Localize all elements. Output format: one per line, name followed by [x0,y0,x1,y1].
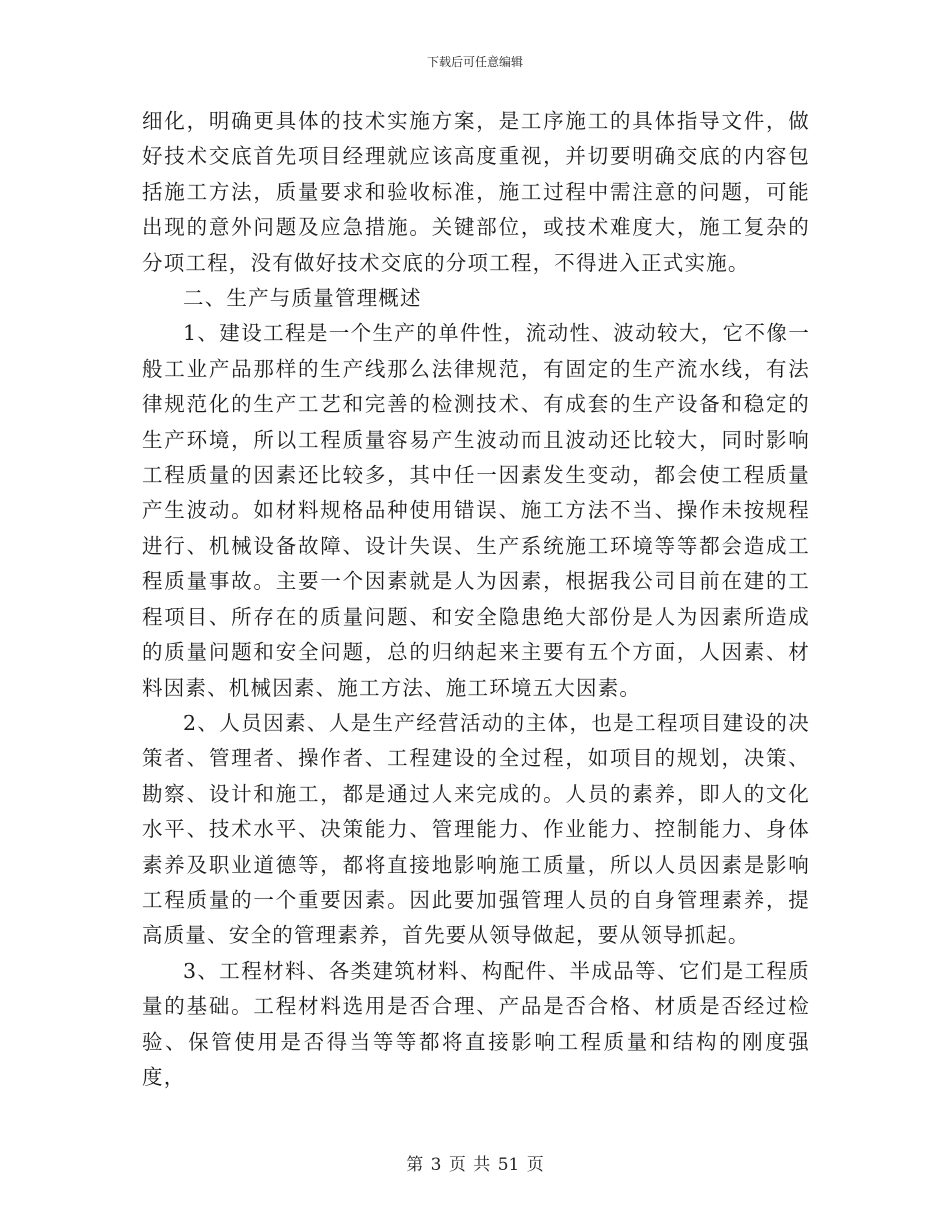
page-header: 下载后可任意编辑 [426,55,523,69]
document-body [142,104,810,1095]
paragraph-1: 1、建设工程是一个生产的单件性，流动性、波动较大，它不像一般工业产品那样的生产线那么法律规范，有固定的生产流水线，有法律规范化的生产工艺和完善的检测技术、有成套的生产设备和稳定的生产环境，所以工程质量容易产生波动而且波动还比较大，同时影响工程质量的因素还比较多，其中任一因素发生变动，都会使工程质量产生波动。如材料规格品种使用错误、施工方法不当、操作未按规程进行、机械设备故障、设计失误、生产系统施工环境等等都会造成工程质量事故。主要一个因素就是人为因素，根据我公司目前在建的工程项目、所存在的质量问题、和安全隐患绝大部份是人为因素所造成的质量问题和安全问题，总的归纳起来主要有五个方面，人因素、材料因素、机械因素、施工方法、施工环境五大因素。 [142,321,810,700]
page-number-footer: 第 3 页 共 51 页 [406,1155,544,1175]
paragraph-2: 2、人员因素、人是生产经营活动的主体，也是工程项目建设的决策者、管理者、操作者、工程建设的全过程，如项目的规划，决策、勘察、设计和施工，都是通过人来完成的。人员的素养，即人的文化水平、技术水平、决策能力、管理能力、作业能力、控制能力、身体素养及职业道德等，都将直接地影响施工质量，所以人员因素是影响工程质量的一个重要因素。因此要加强管理人员的自身管理素养，提高质量、安全的管理素养，首先要从领导做起，要从领导抓起。 [142,710,810,948]
section-heading: 二、生产与质量管理概述 [183,286,422,311]
paragraph-3: 3、工程材料、各类建筑材料、构配件、半成品等、它们是工程质量的基础。工程材料选用是否合理、产品是否合格、材质是否经过检验、保管使用是否得当等等都将直接影响工程质量和结构的刚度强度， [142,958,810,1089]
paragraph-continuation: 细化，明确更具体的技术实施方案，是工序施工的具体指导文件，做好技术交底首先项目经理就应该高度重视，并切要明确交底的内容包括施工方法，质量要求和验收标准，施工过程中需注意的问题，可能出现的意外问题及应急措施。关键部位，或技术难度大，施工复杂的分项工程，没有做好技术交底的分项工程，不得进入正式实施。 [142,109,810,275]
